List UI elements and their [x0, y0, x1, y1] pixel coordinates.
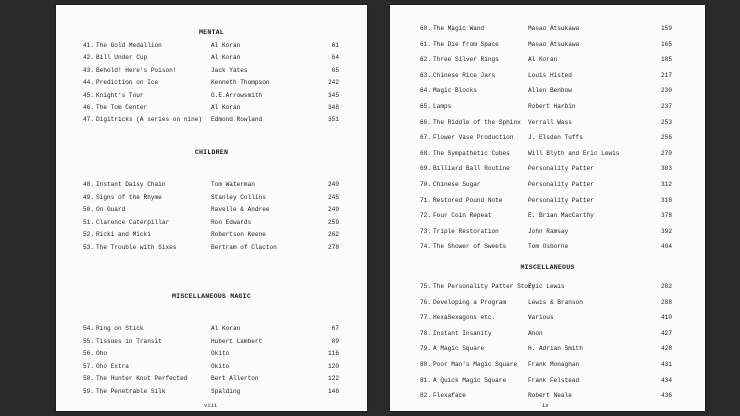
entry-number: 51. [83, 218, 94, 226]
toc-entry [390, 119, 705, 127]
toc-entry [390, 150, 705, 158]
entry-number: 41. [83, 42, 94, 49]
entry-title: Instant Daisy Chain [96, 181, 166, 188]
entry-page: 428 [661, 345, 672, 353]
entry-author: Lewis & Branson [528, 298, 583, 306]
toc-entry [56, 206, 367, 214]
entry-page: 230 [661, 87, 672, 95]
entry-page: 61 [331, 42, 339, 49]
toc-entry [390, 134, 705, 142]
entry-page: 303 [661, 165, 672, 173]
entry-title: Developing a Program [433, 298, 507, 306]
entry-number: 53. [83, 243, 94, 251]
toc-entry [56, 244, 367, 252]
toc-entry [56, 104, 367, 112]
entry-author: Okito [211, 362, 230, 370]
entry-number: 80. [420, 361, 431, 368]
toc-entry [390, 103, 705, 111]
entry-page: 249 [328, 206, 339, 213]
toc-entry [390, 283, 705, 291]
entry-author: Al Koran [211, 104, 241, 111]
entry-page: 434 [661, 376, 672, 384]
toc-entry [56, 363, 367, 371]
entry-title: The Personality Patter Story [433, 283, 536, 290]
entry-author: Edmond Rowland [211, 116, 263, 124]
entry-title: Three Silver Rings [433, 56, 499, 64]
entry-author: Will Blyth and Eric Lewis [528, 149, 620, 157]
entry-author: Frank Monaghan [528, 361, 580, 368]
entry-number: 49. [83, 193, 94, 201]
entry-title: Prediction on Ice [96, 79, 159, 87]
toc-entry [56, 350, 367, 358]
entry-page: 278 [328, 243, 339, 251]
entry-page: 318 [661, 196, 672, 204]
page-folio: viii [204, 402, 218, 409]
entry-number: 73. [420, 227, 431, 235]
entry-title: Flexaface [433, 392, 466, 400]
entry-page: 64 [331, 54, 339, 62]
toc-entry [56, 54, 367, 62]
entry-page: 65 [331, 66, 339, 74]
entry-author: Personality Patter [528, 165, 594, 173]
entry-number: 75. [420, 283, 431, 290]
entry-author: Al Koran [528, 56, 558, 64]
entry-page: 256 [661, 134, 672, 142]
entry-title: Magic Blocks [433, 87, 477, 95]
toc-entry [56, 338, 367, 346]
entry-author: Personality Patter [528, 181, 594, 188]
entry-author: Robert Neale [528, 392, 572, 400]
toc-entry [56, 219, 367, 227]
entry-author: Verrall Wass [528, 118, 572, 126]
toc-entry [390, 87, 705, 95]
entry-number: 76. [420, 298, 431, 306]
entry-title: Lamps [433, 103, 452, 110]
entry-author: Ron Edwards [211, 218, 252, 226]
entry-number: 54. [83, 325, 94, 332]
entry-number: 72. [420, 212, 431, 220]
entry-title: Poor Man's Magic Square [433, 361, 518, 368]
entry-title: A Magic Square [433, 345, 485, 353]
toc-entry [56, 325, 367, 333]
entry-title: Chinese Rice Jars [433, 71, 496, 79]
toc-entry [390, 392, 705, 400]
entry-author: Masao Atsukawa [528, 25, 580, 32]
entry-author: G.E.Arrowsmith [211, 91, 263, 99]
entry-page: 253 [661, 118, 672, 126]
entry-author: Anon [528, 329, 543, 337]
entry-page: 270 [661, 149, 672, 157]
entry-title: Restored Pound Note [433, 196, 503, 204]
section-heading: MISCELLANEOUS MAGIC [172, 293, 251, 300]
entry-number: 63. [420, 71, 431, 79]
entry-page: 351 [328, 116, 339, 124]
entry-number: 45. [83, 91, 94, 99]
entry-title: Signs of the Rhyme [96, 193, 162, 201]
entry-number: 77. [420, 314, 431, 322]
entry-number: 50. [83, 206, 94, 213]
entry-author: Ravelle & Andree [211, 206, 270, 213]
entry-number: 56. [83, 350, 94, 357]
toc-entry [390, 377, 705, 385]
entry-title: Tissues in Transit [96, 337, 162, 345]
entry-author: Allen Benbow [528, 87, 572, 95]
entry-page: 159 [661, 25, 672, 32]
entry-author: Jack Yates [211, 66, 248, 74]
entry-page: 185 [661, 56, 672, 64]
entry-number: 48. [83, 181, 94, 188]
entry-number: 46. [83, 104, 94, 111]
left-page [56, 5, 367, 411]
entry-number: 82. [420, 392, 431, 400]
toc-entry [56, 116, 367, 124]
entry-title: Triple Restoration [433, 227, 499, 235]
entry-page: 120 [328, 362, 339, 370]
toc-entry [390, 299, 705, 307]
entry-author: Al Koran [211, 54, 241, 62]
toc-entry [56, 42, 367, 50]
entry-author: Al Koran [211, 325, 241, 332]
entry-page: 89 [331, 337, 339, 345]
toc-entry [56, 375, 367, 383]
entry-author: Kenneth Thompson [211, 79, 270, 87]
entry-title: Instant Insanity [433, 329, 492, 337]
entry-title: The Penetrable Silk [96, 387, 166, 395]
entry-title: HexaSexagons etc. [433, 314, 496, 322]
entry-number: 43. [83, 66, 94, 74]
entry-page: 312 [661, 181, 672, 188]
section-heading: MISCELLANEOUS [520, 264, 575, 271]
entry-page: 237 [661, 103, 672, 110]
entry-number: 74. [420, 243, 431, 251]
entry-number: 59. [83, 387, 94, 395]
entry-author: Masao Atsukawa [528, 40, 580, 48]
entry-page: 392 [661, 227, 672, 235]
entry-title: Ricki and Micki [96, 231, 151, 238]
toc-entry [390, 181, 705, 189]
entry-author: Various [528, 314, 554, 322]
entry-title: On Guard [96, 206, 126, 213]
entry-number: 79. [420, 345, 431, 353]
entry-page: 165 [661, 40, 672, 48]
entry-title: Bill Under Cup [96, 54, 148, 62]
entry-page: 240 [328, 181, 339, 188]
toc-entry [56, 194, 367, 202]
toc-entry [56, 67, 367, 75]
entry-title: Flower Vase Production [433, 134, 514, 142]
entry-author: Robert Harbin [528, 103, 576, 110]
toc-entry [390, 212, 705, 220]
entry-number: 47. [83, 116, 94, 124]
entry-number: 42. [83, 54, 94, 62]
right-page [390, 5, 705, 411]
entry-page: 427 [661, 329, 672, 337]
entry-author: Personality Patter [528, 196, 594, 204]
toc-entry [390, 345, 705, 353]
entry-title: Behold! Here's Poison! [96, 66, 177, 74]
entry-title: The Sympathetic Cubes [433, 149, 510, 157]
entry-number: 52. [83, 231, 94, 238]
entry-author: Stanley Collins [211, 193, 266, 201]
entry-title: The Shower of Sweets [433, 243, 507, 251]
entry-number: 81. [420, 376, 431, 384]
entry-title: The Magic Wand [433, 25, 485, 32]
entry-title: The Tom Center [96, 104, 148, 111]
toc-entry [390, 228, 705, 236]
entry-number: 55. [83, 337, 94, 345]
entry-number: 71. [420, 196, 431, 204]
entry-author: Frank Felstead [528, 376, 580, 384]
entry-page: 245 [328, 193, 339, 201]
entry-title: Oho Extra [96, 362, 129, 370]
toc-entry [390, 243, 705, 251]
entry-number: 69. [420, 165, 431, 173]
entry-title: The Trouble with Sixes [96, 243, 177, 251]
entry-number: 64. [420, 87, 431, 95]
entry-title: Ring on Stick [96, 325, 144, 332]
entry-author: Bert Allerton [211, 375, 259, 382]
entry-number: 78. [420, 329, 431, 337]
entry-author: Al Koran [211, 42, 241, 49]
entry-number: 65. [420, 103, 431, 110]
entry-title: Chinese Sugar [433, 181, 481, 188]
entry-title: Four Coin Repeat [433, 212, 492, 220]
entry-page: 410 [661, 314, 672, 322]
entry-page: 122 [328, 375, 339, 382]
entry-number: 58. [83, 375, 94, 382]
entry-title: Digitricks (A series on nine) [96, 116, 203, 124]
toc-entry [56, 231, 367, 239]
entry-page: 345 [328, 91, 339, 99]
entry-author: Tom Osborne [528, 243, 569, 251]
toc-entry [390, 361, 705, 369]
entry-number: 68. [420, 149, 431, 157]
entry-number: 62. [420, 56, 431, 64]
entry-page: 262 [328, 231, 339, 238]
page-folio: ix [542, 402, 549, 409]
entry-author: J. Elsden Tuffs [528, 134, 583, 142]
toc-entry [390, 165, 705, 173]
toc-entry [56, 181, 367, 189]
toc-entry [56, 79, 367, 87]
toc-entry [390, 72, 705, 80]
entry-title: A Quick Magic Square [433, 376, 507, 384]
entry-author: Bertram of Clacton [211, 243, 277, 251]
toc-entry [390, 41, 705, 49]
entry-page: 259 [328, 218, 339, 226]
entry-title: The Die from Space [433, 40, 499, 48]
entry-author: Okito [211, 350, 230, 357]
entry-page: 348 [328, 104, 339, 111]
toc-entry [390, 56, 705, 64]
toc-entry [56, 388, 367, 396]
section-heading: MENTAL [199, 29, 224, 36]
entry-title: Oho [96, 350, 107, 357]
entry-title: The Gold Medallion [96, 42, 162, 49]
entry-author: E. Brian MacCarthy [528, 212, 594, 220]
section-heading: CHILDREN [194, 149, 229, 156]
entry-page: 217 [661, 71, 672, 79]
entry-page: 116 [328, 350, 339, 357]
entry-page: 242 [328, 79, 339, 87]
entry-author: Robertson Keene [211, 231, 266, 238]
entry-number: 57. [83, 362, 94, 370]
entry-author: John Ramsay [528, 227, 569, 235]
entry-number: 66. [420, 118, 431, 126]
toc-entry [390, 314, 705, 322]
entry-page: 288 [661, 298, 672, 306]
entry-page: 378 [661, 212, 672, 220]
entry-page: 146 [328, 387, 339, 395]
entry-page: 282 [661, 283, 672, 290]
entry-title: The Riddle of the Sphinx [433, 118, 521, 126]
entry-number: 44. [83, 79, 94, 87]
entry-author: Louis Histed [528, 71, 572, 79]
entry-number: 67. [420, 134, 431, 142]
entry-title: The Hunter Knot Perfected [96, 375, 188, 382]
entry-author: Eric Lewis [528, 283, 565, 290]
toc-entry [390, 330, 705, 338]
entry-number: 61. [420, 40, 431, 48]
entry-page: 431 [661, 361, 672, 368]
entry-title: Knight's Tour [96, 91, 144, 99]
entry-page: 67 [331, 325, 339, 332]
entry-page: 436 [661, 392, 672, 400]
entry-author: Hubert Lambert [211, 337, 263, 345]
toc-entry [390, 197, 705, 205]
entry-author: H. Adrian Smith [528, 345, 583, 353]
toc-entry [56, 92, 367, 100]
toc-entry [390, 25, 705, 33]
entry-page: 404 [661, 243, 672, 251]
entry-author: Tom Waterman [211, 181, 255, 188]
entry-number: 60. [420, 25, 431, 32]
entry-number: 70. [420, 181, 431, 188]
entry-title: Clarence Caterpillar [96, 218, 170, 226]
entry-author: Spalding [211, 387, 241, 395]
entry-title: Billiard Ball Routine [433, 165, 510, 173]
